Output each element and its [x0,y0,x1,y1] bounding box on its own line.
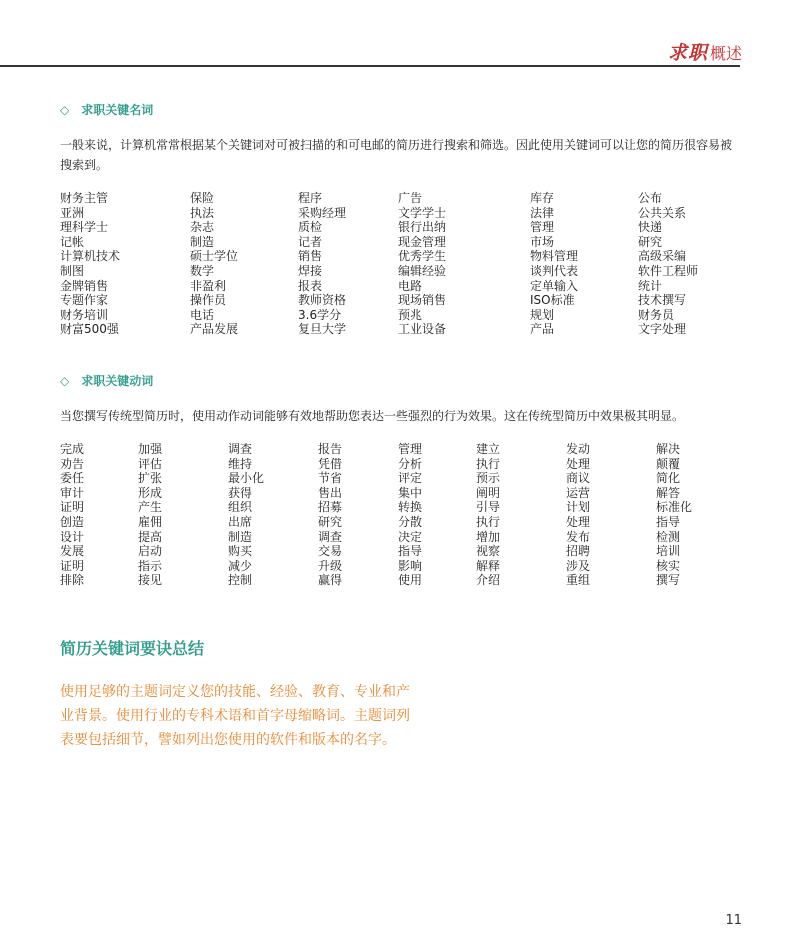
logo-text: 概述 [709,44,742,63]
keyword: 介绍 [476,573,501,588]
keyword: 金牌销售 [60,278,109,293]
keyword: 凭借 [318,456,343,471]
diamond-icon: ◇ [60,103,70,117]
keyword: 组织 [228,500,253,515]
keyword: 软件工程师 [638,263,699,278]
keyword: 启动 [138,544,163,559]
keyword: 使用 [398,573,423,588]
keyword: 集中 [398,485,423,500]
keyword: 解释 [476,558,501,573]
keyword: 调查 [228,442,253,456]
keyword: 发展 [60,544,85,559]
keyword: 完成 [60,442,85,456]
keyword: 转换 [398,500,423,515]
keyword: 电话 [190,307,215,322]
keyword: 程序 [298,191,323,205]
keyword: 分析 [398,456,423,471]
keyword: 撰写 [656,573,681,588]
keyword: 指示 [138,558,163,573]
keyword: 设计 [60,529,85,544]
keyword: 提高 [138,529,163,544]
keyword: 控制 [228,573,253,588]
keyword: 产品 [530,322,555,337]
keyword: 制图 [60,263,85,278]
keyword: 升级 [318,558,343,573]
keyword: 现场销售 [398,293,447,308]
keyword: 焊接 [298,263,323,278]
keyword: 分散 [398,514,423,529]
keyword: 标准化 [656,500,693,515]
keyword: 建立 [476,442,501,456]
keyword: 创造 [60,514,85,529]
keyword: 操作员 [190,293,227,308]
keyword: 市场 [530,234,555,249]
keyword: 执行 [476,456,501,471]
keyword: 产品发展 [190,322,239,337]
keyword: 发动 [566,442,591,456]
keyword: 文学学士 [398,205,447,220]
keyword: 涉及 [566,558,591,573]
keyword: 亚洲 [60,205,85,220]
noun-section-title: 求职关键名词 [81,103,154,117]
keyword: 计算机技术 [60,249,121,264]
keyword: 银行出纳 [398,220,447,235]
keyword: 排除 [60,573,85,588]
header-logo [668,38,742,65]
logo-script: 求职 [667,42,708,64]
summary-title: 简历关键词要诀总结 [60,639,205,658]
keyword: 招聘 [566,544,591,559]
keyword: 购买 [228,544,253,559]
keyword: 快递 [638,220,663,235]
keyword: 影响 [398,558,423,573]
keyword: 非盈利 [190,278,227,293]
keyword: 记帐 [60,234,85,249]
keyword: 管理 [530,220,555,235]
keyword: 技术撰写 [638,293,687,308]
noun-section-intro: 一般来说，计算机常常根据某个关键词对可被扫描的和可电邮的简历进行搜索和筛选。因此使用关键词可以让您的简历很容易被搜索到。 [60,138,733,172]
keyword: 制造 [228,529,253,544]
keyword: 颠覆 [656,456,681,471]
keyword: 招募 [318,500,343,515]
keyword: 售出 [318,485,343,500]
keyword: 谈判代表 [530,263,579,278]
keyword: 3.6学分 [298,307,342,322]
verb-section-title: 求职关键动词 [81,374,154,388]
page-number: 11 [725,913,742,928]
keyword: 专题作家 [60,293,109,308]
keyword: 库存 [530,191,555,205]
keyword: 发布 [566,529,591,544]
keyword: 加强 [138,442,163,456]
keyword: 简化 [656,471,681,486]
keyword: 报表 [298,278,323,293]
keyword: 数学 [190,263,215,278]
keyword: 研究 [638,234,663,249]
keyword: 扩张 [138,471,163,486]
keyword: 计划 [566,500,591,515]
keyword: 预示 [476,471,501,486]
keyword: 执行 [476,514,501,529]
keyword: 培训 [656,544,681,559]
keyword: 审计 [60,485,85,500]
keyword: 检测 [656,529,681,544]
keyword: 运营 [566,485,591,500]
keyword: 广告 [398,191,423,205]
keyword: 处理 [566,514,591,529]
keyword: 评估 [138,456,163,471]
diamond-icon: ◇ [60,374,70,388]
keyword: 获得 [228,485,253,500]
keyword: 处理 [566,456,591,471]
keyword: 物料管理 [530,249,579,264]
keyword: 公布 [638,191,663,205]
verb-section-intro: 当您撰写传统型简历时，使用动作动词能够有效地帮助您表达一些强烈的行为效果。这在传统型简历中效果极其明显。 [60,409,685,423]
keyword: 委任 [60,471,85,486]
keyword: 引导 [476,500,501,515]
keyword: 销售 [298,249,323,264]
keyword: 增加 [476,529,501,544]
keyword: 形成 [138,485,163,500]
keyword: 管理 [398,442,423,456]
keyword: 指导 [398,544,423,559]
keyword: 调查 [318,529,343,544]
keyword: 重组 [566,573,591,588]
keyword: 优秀学生 [398,249,447,264]
keyword: 节省 [318,471,343,486]
keyword: 理科学士 [60,220,109,235]
keyword: 现金管理 [398,234,447,249]
keyword: 采购经理 [298,205,347,220]
keyword: 指导 [656,514,681,529]
keyword: 商议 [566,471,591,486]
keyword: 赢得 [318,573,343,588]
keyword: ISO标准 [530,293,575,308]
keyword: 财务主管 [60,191,109,205]
keyword: 复旦大学 [298,322,347,337]
keyword: 编辑经验 [398,263,447,278]
keyword: 质检 [298,220,323,235]
keyword: 维持 [228,456,253,471]
keyword: 财务培训 [60,307,109,322]
header-rule [0,65,740,67]
keyword: 保险 [190,191,215,205]
keyword: 评定 [398,471,423,486]
noun-section-heading [60,101,153,118]
keyword: 证明 [60,558,85,573]
keyword: 法律 [530,205,555,220]
keyword: 阐明 [476,485,501,500]
keyword: 交易 [318,544,343,559]
keyword: 预兆 [398,307,423,322]
keyword: 记者 [298,234,323,249]
keyword: 教师资格 [298,293,347,308]
summary-text: 使用足够的主题词定义您的技能、经验、教育、专业和产业背景。使用行业的专科术语和首字母缩略词。主题词列表要包括细节，譬如列出您使用的软件和版本的名字。 [60,684,410,748]
keyword: 证明 [60,500,85,515]
keyword: 高级采编 [638,249,687,264]
keyword: 杂志 [190,220,215,235]
keyword: 财富500强 [60,322,119,337]
keyword: 产生 [138,500,163,515]
keyword: 核实 [656,558,681,573]
keyword: 最小化 [228,471,265,486]
verb-section-heading [60,372,153,389]
keyword: 接见 [138,573,163,588]
keyword: 雇佣 [138,514,163,529]
keyword: 工业设备 [398,322,447,337]
keyword: 出席 [228,514,253,529]
keyword: 减少 [228,558,253,573]
keyword: 电路 [398,278,423,293]
keyword: 决定 [398,529,423,544]
keyword: 执法 [190,205,215,220]
keyword: 报告 [318,442,343,456]
keyword: 劝告 [60,456,85,471]
keyword: 定单输入 [530,278,579,293]
keyword: 解答 [656,485,681,500]
keyword: 硕士学位 [190,249,239,264]
keyword: 公共关系 [638,205,687,220]
keyword: 文字处理 [638,322,687,337]
keyword: 研究 [318,514,343,529]
keyword: 视察 [476,544,501,559]
keyword: 解决 [656,442,681,456]
keyword: 规划 [530,307,555,322]
keyword: 统计 [638,278,663,293]
keyword: 财务员 [638,307,675,322]
keyword: 制造 [190,234,215,249]
